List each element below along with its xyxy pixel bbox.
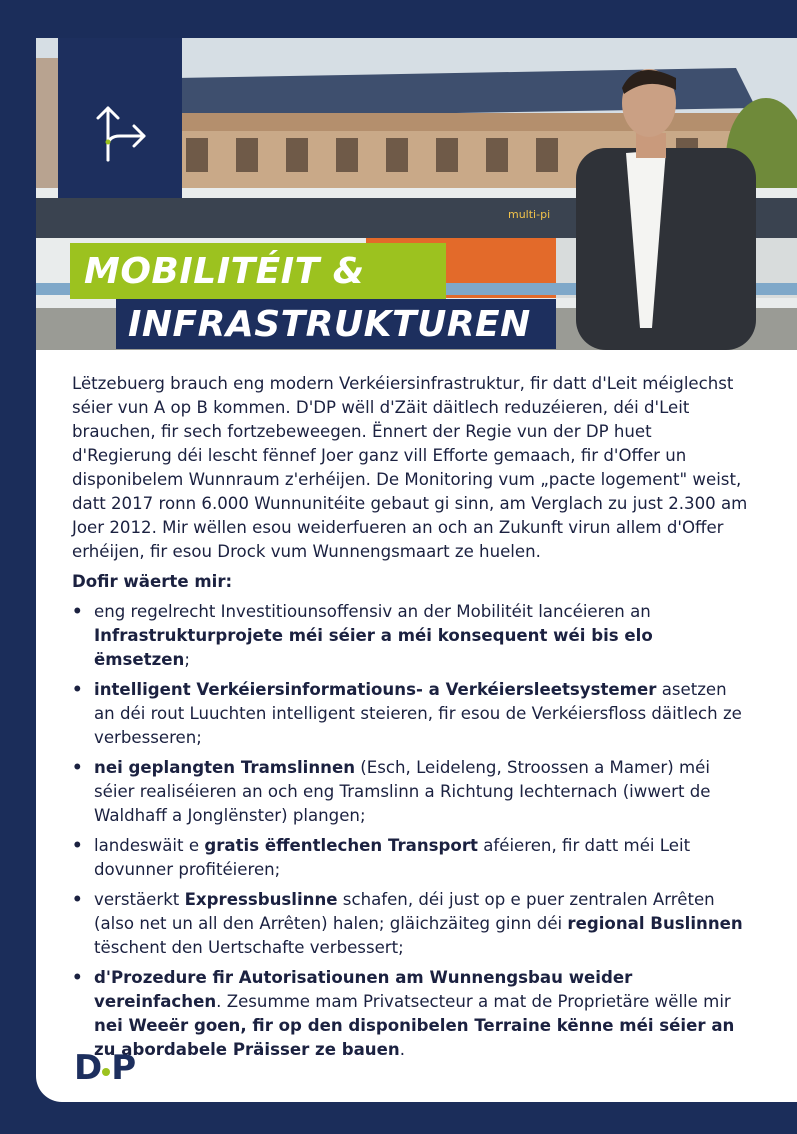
bullet: •: [72, 968, 83, 987]
list-item: [72, 888, 752, 960]
bullet: •: [72, 758, 83, 777]
list-item: [72, 756, 752, 828]
item-text: (Esch, Leideleng, Stroossen a Mamer) méi séier realiséieren an och eng Tramslinn a Richtung Iechternach (iwwert de Waldhaff a Jonglënster) plangen;: [94, 758, 711, 825]
item-bold-text: nei geplangten Tramslinnen: [94, 758, 356, 777]
item-text: ;: [184, 650, 190, 669]
item-text: eng regelrecht Investitiounsoffensiv an der Mobilitéit lancéieren an: [94, 602, 651, 621]
item-text: landeswäit e: [94, 836, 205, 855]
dp-logo: [74, 1048, 135, 1088]
item-bold-text: gratis ëffentlechen Transport: [204, 836, 478, 855]
logo-letter-p: P: [111, 1048, 136, 1088]
item-bold-text: Expressbuslinne: [184, 890, 338, 909]
title-line-1-banner: [70, 243, 446, 299]
title-line-2-banner: [116, 299, 556, 349]
bullet: •: [72, 680, 83, 699]
list-item: [72, 834, 752, 882]
hero-photo: [36, 38, 797, 350]
list-item: [72, 600, 752, 672]
logo-dot: [102, 1068, 110, 1076]
page-title-line-2: INFRASTRUKTUREN: [128, 303, 531, 345]
item-text: schafen, déi just op e puer zentralen Arrêten (also net un all den Arrêten) halen; gläichzäiteg ginn déi: [94, 890, 715, 933]
item-bold-text: Infrastrukturprojete méi séier a méi konsequent wéi bis elo ëmsetzen: [94, 626, 653, 669]
measures-list: [72, 600, 752, 1062]
logo-letter-d: D: [74, 1048, 102, 1088]
list-item: [72, 678, 752, 750]
item-text: verstäerkt: [94, 890, 185, 909]
page-title-line-1: MOBILITÉIT &: [84, 250, 365, 292]
direction-arrows-icon: [94, 102, 150, 162]
body-content: [72, 372, 752, 1068]
list-item: [72, 966, 752, 1062]
navigation-tile: [58, 38, 182, 198]
item-bold-text: d'Prozedure fir Autorisatiounen am Wunnengsbau weider vereinfachen: [94, 968, 633, 1011]
item-text: asetzen an déi rout Luuchten intelligent steieren, fir esou de Verkéiersfloss däitlech ze verbesseren;: [94, 680, 742, 747]
bullet: •: [72, 836, 83, 855]
lead-heading: Dofir wäerte mir:: [72, 572, 233, 591]
item-text: aféieren, fir datt méi Leit dovunner profitéieren;: [94, 836, 691, 879]
item-bold-text: nei Weeër goen, fir op den disponibelen Terraine kënne méi séier an zu abordabele Präisser ze bauen: [94, 1016, 735, 1059]
item-bold-text: regional Buslinnen: [567, 914, 743, 933]
item-text: .: [399, 1040, 405, 1059]
bus-destination-sign: multi-pi: [508, 208, 551, 221]
item-bold-text: intelligent Verkéiersinformatiouns- a Verkéiersleetsystemer: [94, 680, 657, 699]
document-page: [36, 38, 797, 1102]
bullet: •: [72, 602, 83, 621]
item-text: tëschent den Uertschafte verbessert;: [94, 938, 404, 957]
item-text: . Zesumme mam Privatsecteur a mat de Proprietäre wëlle mir: [216, 992, 731, 1011]
bullet: •: [72, 890, 83, 909]
intro-paragraph: Lëtzebuerg brauch eng modern Verkéiersinfrastruktur, fir datt d'Leit méiglechst séier vun A op B kommen. D'DP wëll d'Zäit däitlech reduzéieren, déi d'Leit brauchen, fir sech fortzebeweegen. Ënnert der Regie vun der DP huet d'Regierung déi lescht fënnef Joer ganz vill Efforte gemaach, fir d'Offer un disponibelem Wunnraum z'erhéijen. De Monitoring vum „pacte logement" weist, datt 2017 ronn 6.000 Wunnunitéite gebaut gi sinn, am Verglach zu just 2.300 am Joer 2012. Mir wëllen esou weiderfueren an och an Zukunft virun allem d'Offer erhéijen, fir esou Drock vum Wunnengsmaart ze huelen.: [72, 374, 748, 561]
